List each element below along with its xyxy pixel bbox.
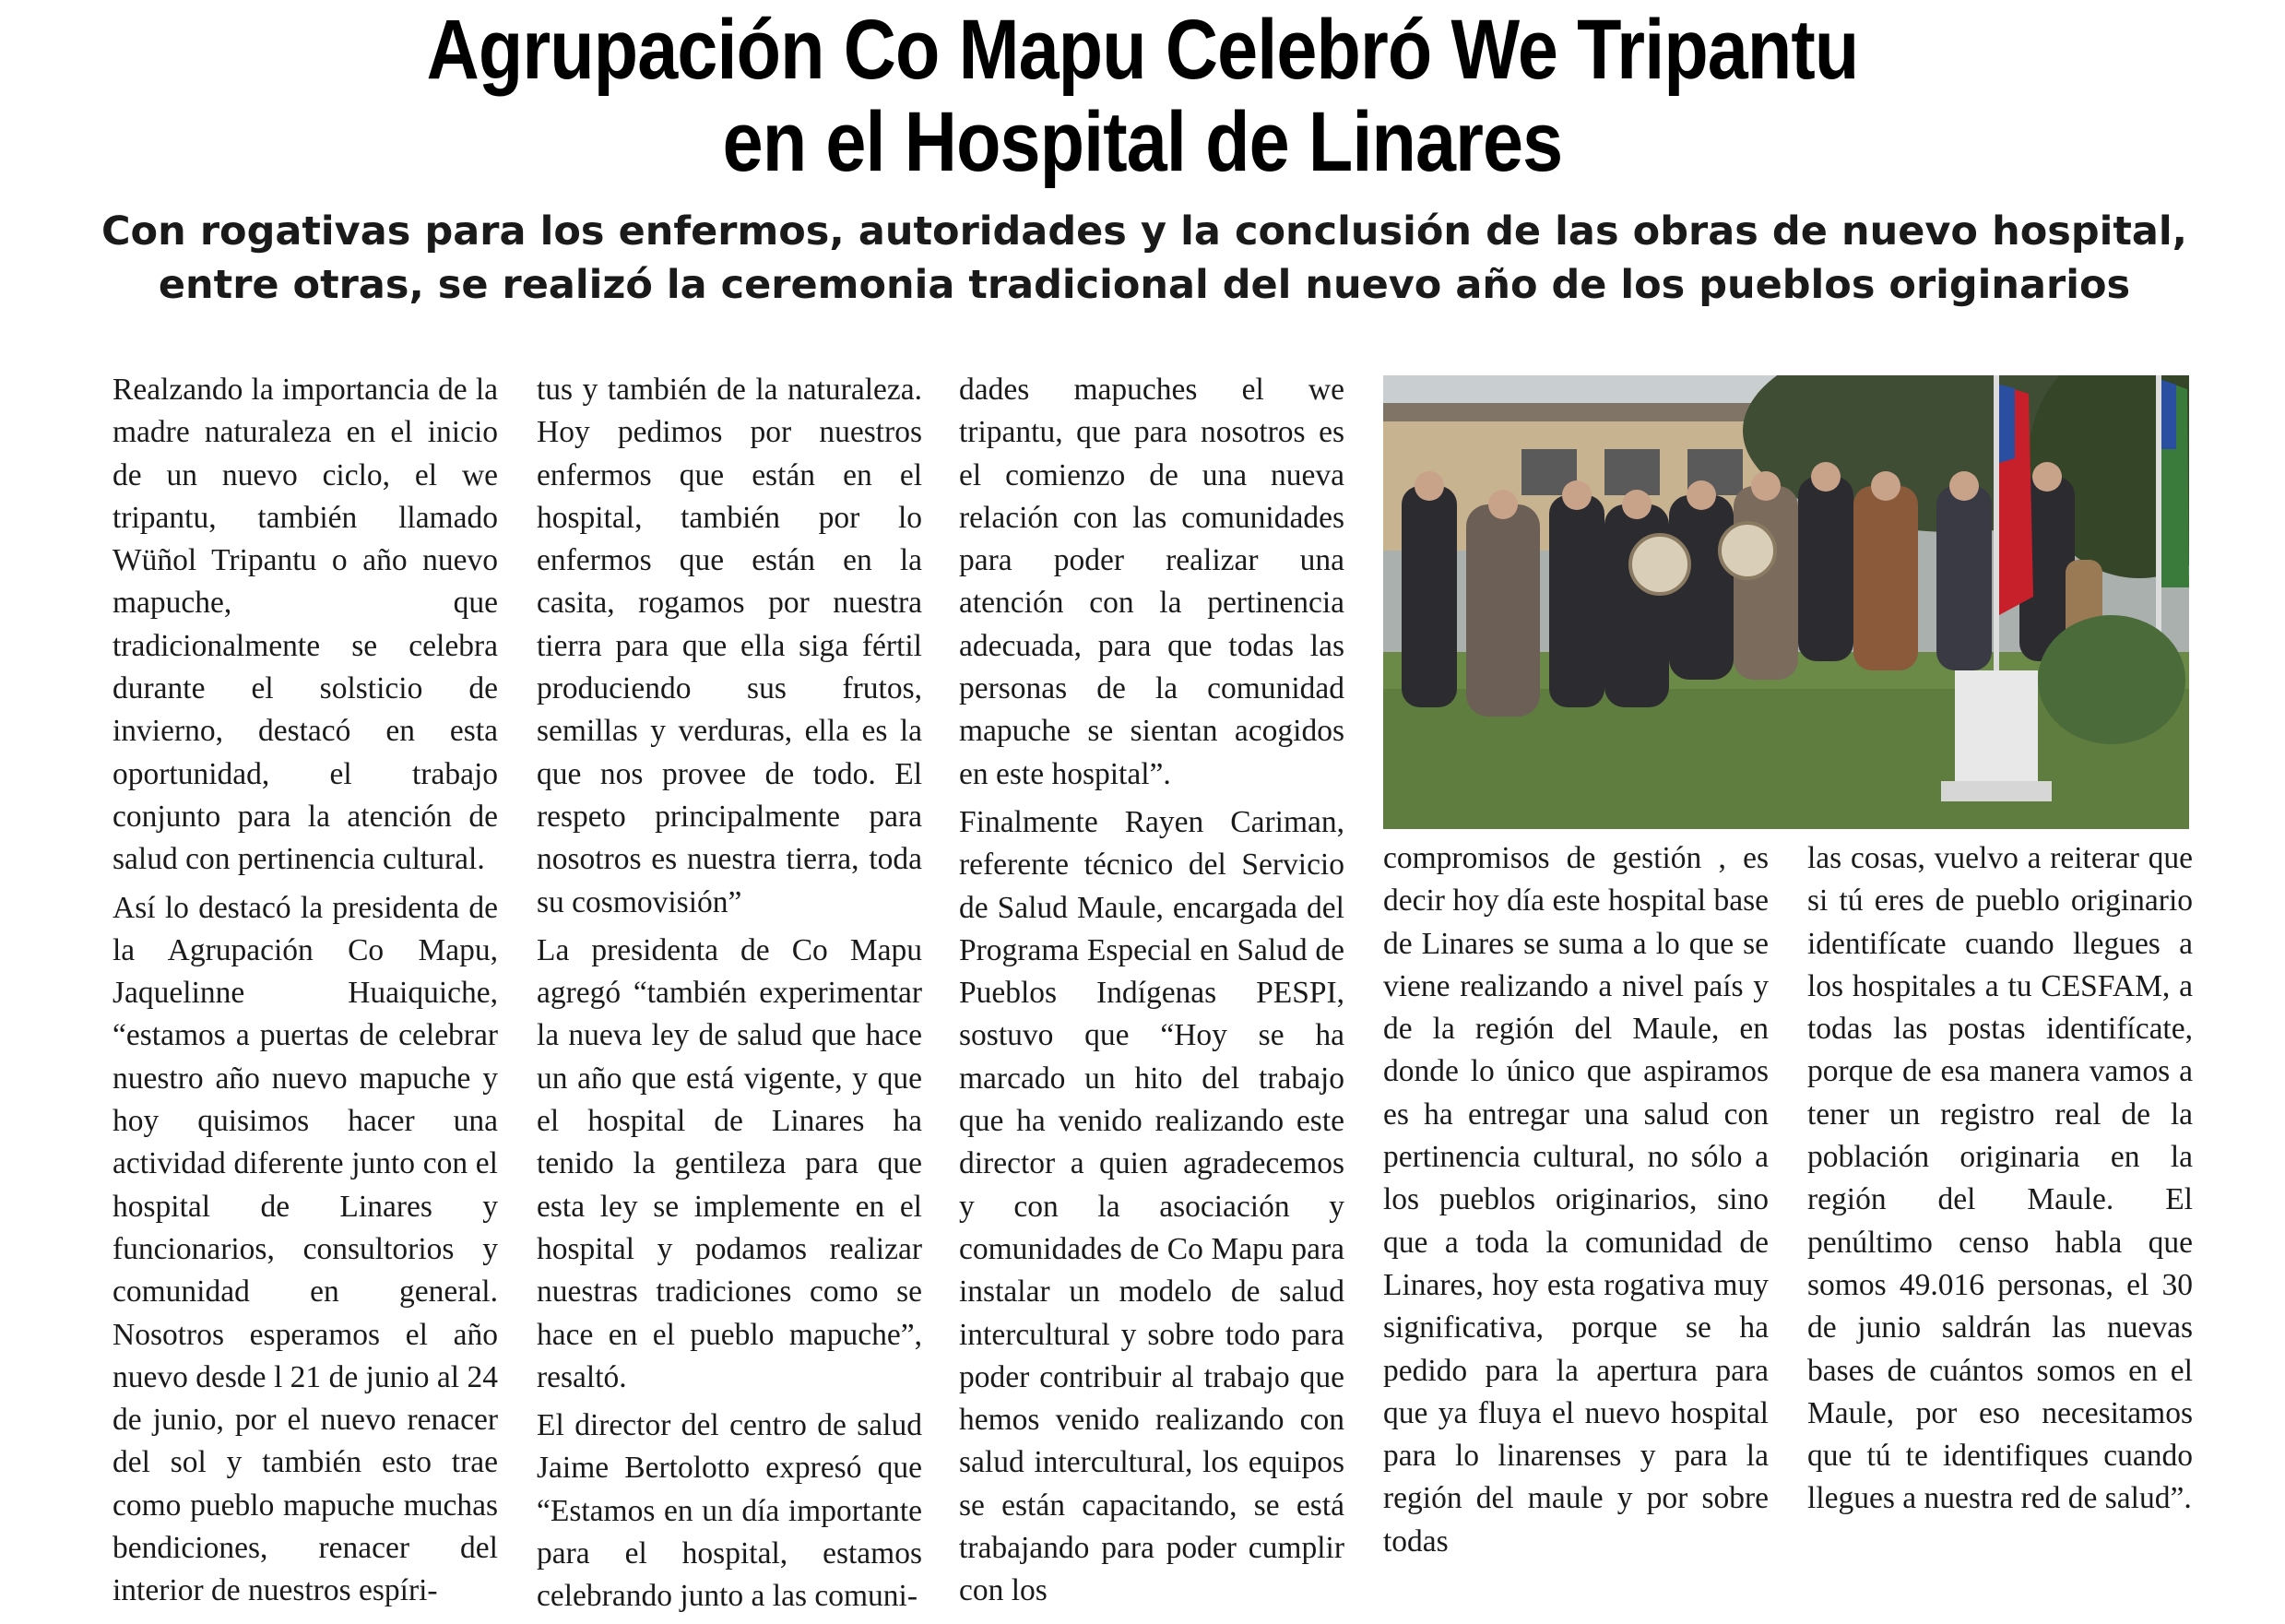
paragraph: compromisos de gestión , es decir hoy día este hospital base de Linares se suma a lo que se viene realizando a nivel país y de la región del Maule, en donde lo único que aspiramos es ha entregar una salud con pertinencia cultural, no sólo a los pueblos originarios, sino que a toda la comunidad de Linares, hoy esta rogativa muy significativa, porque se ha pedido para la apertura para que ya fluya el nuevo hospital para lo linarenses y para la región del maule y por sobre todas <box>1383 841 1769 1559</box>
paragraph: Así lo destacó la presidenta de la Agrupación Co Mapu, Jaquelinne Huaiquiche, “estamos a puertas de celebrar nuestro año nuevo mapuche y hoy quisimos hacer una actividad diferente junto con el hospital de Linares y funcionarios, consultorios y comunidad en general. Nosotros esperamos el año nuevo desde l 21 de junio al 24 de junio, por el nuevo renacer del sol y también esto trae como pueblo mapuche muchas bendiciones, renacer del interior de nuestros espíri- <box>112 890 498 1608</box>
paragraph: las cosas, vuelvo a reiterar que si tú eres de pueblo originario identifícate cuando llegues a los hospitales a tu CESFAM, a todas las postas identifícate, porque de esa manera vamos a tener un registro real de la población originaria en la región del Maule. El penúltimo censo habla que somos 49.016 personas, el 30 de junio saldrán las nuevas bases de cuántos somos en el Maule, por eso necesitamos que tú te identifiques cuando llegues a nuestra red de salud”. <box>1807 841 2193 1516</box>
ceremony-photo <box>1383 375 2189 829</box>
subheadline: Con rogativas para los enfermos, autoridades y la conclusión de las obras de nuevo hospital, entre otras, se realizó la ceremonia tradicional del nuevo año de los pueblos originarios <box>101 208 2187 308</box>
column-1 <box>112 369 498 1618</box>
paragraph: tus y también de la naturaleza. Hoy pedimos por nuestros enfermos que están en el hospital, también por lo enfermos que están en la casita, rogamos por nuestra tierra para que ella siga fértil produciendo sus frutos, semillas y verduras, ella es la que nos provee de todo. El respeto principalmente para nosotros es nuestra tierra, toda su cosmovisión” <box>537 373 922 919</box>
column-4 <box>1383 837 1769 1569</box>
headline-line-2: en el Hospital de Linares <box>722 95 1563 189</box>
headline <box>160 4 2125 188</box>
column-5 <box>1807 837 2193 1526</box>
column-2 <box>537 369 922 1624</box>
column-3 <box>959 369 1344 1618</box>
paragraph: dades mapuches el we tripantu, que para nosotros es el comienzo de una nueva relación con las comunidades para poder realizar una atención con la pertinencia adecuada, para que todas las personas de la comunidad mapuche se sientan acogidos en este hospital”. <box>959 373 1344 791</box>
paragraph: Finalmente Rayen Cariman, referente técnico del Servicio de Salud Maule, encargada del Programa Especial en Salud de Pueblos Indígenas PESPI, sostuvo que “Hoy se ha marcado un hito del trabajo que ha venido realizando este director a quien agradecemos y con la asociación y comunidades de Co Mapu para instalar un modelo de salud intercultural y sobre todo para poder contribuir al trabajo que hemos venido realizando con salud intercultural, los equipos se están capacitando, se está trabajando para poder cumplir con los <box>959 804 1344 1608</box>
paragraph: Realzando la importancia de la madre naturaleza en el inicio de un nuevo ciclo, el we tripantu, también llamado Wüñol Tripantu o año nuevo mapuche, que tradicionalmente se celebra durante el solsticio de invierno, destacó en esta oportunidad, el trabajo conjunto para la atención de salud con pertinencia cultural. <box>112 373 498 877</box>
paragraph: El director del centro de salud Jaime Bertolotto expresó que “Estamos en un día importante para el hospital, estamos celebrando junto a las comuni- <box>537 1408 922 1614</box>
ceremony-photo-illustration <box>1383 375 2189 829</box>
paragraph: La presidenta de Co Mapu agregó “también experimentar la nueva ley de salud que hace un año que está vigente, y que el hospital de Linares ha tenido la gentileza para que esta ley se implemente en el hospital y podamos realizar nuestras tradiciones como se hace en el pueblo mapuche”, resaltó. <box>537 932 922 1394</box>
headline-line-1: Agrupación Co Mapu Celebró We Tripantu <box>426 3 1859 97</box>
